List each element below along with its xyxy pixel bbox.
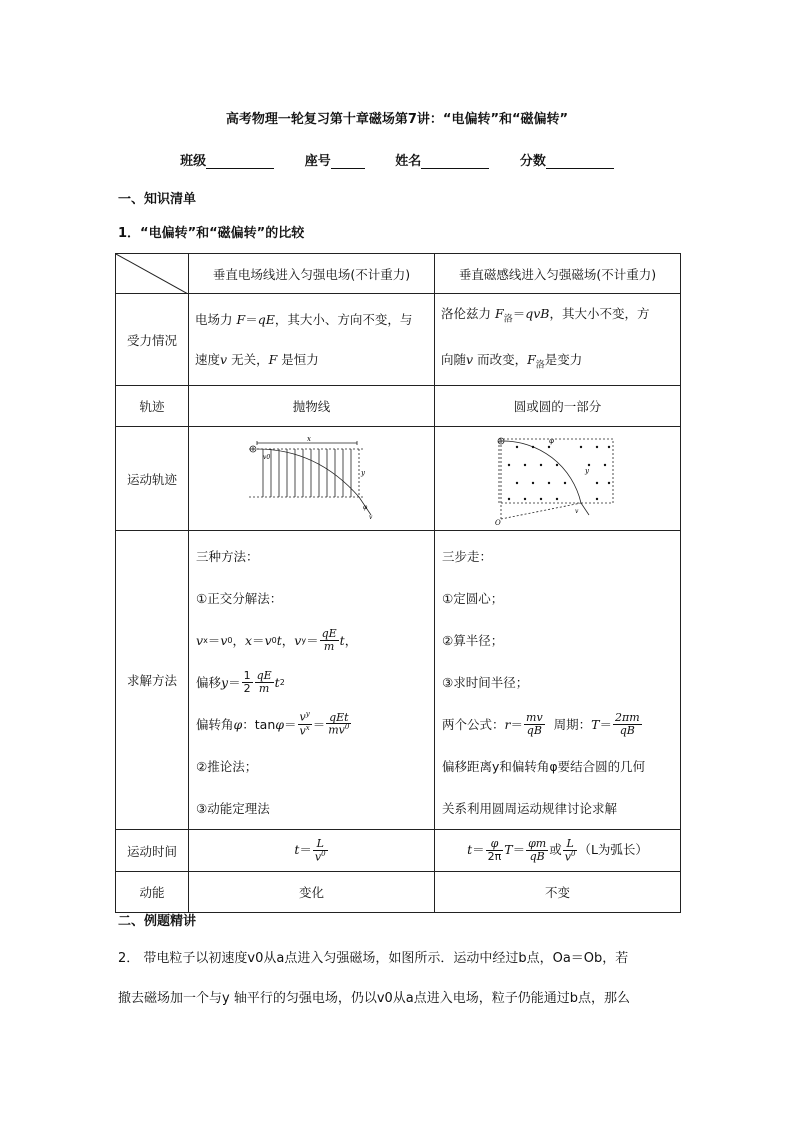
force-e-text-b: ，其大小、方向不变，与 — [274, 311, 413, 327]
comparison-table — [115, 253, 681, 913]
method-b-line-4: ③求时间半径； — [442, 675, 529, 690]
method-b-line-6: 偏移距离y和偏转角φ要结合圆的几何 — [442, 759, 646, 774]
force-b-text-c: 向随 — [441, 351, 467, 367]
row-label-kinetic: 动能 — [116, 872, 189, 913]
item-1-heading: 1．“电偏转”和“磁偏转”的比较 — [118, 226, 305, 241]
svg-text:v0: v0 — [262, 453, 270, 461]
diagonal-header-cell — [116, 254, 189, 294]
ke-electric-cell: 变化 — [189, 872, 435, 913]
name-label: 姓名 — [395, 154, 422, 169]
problem-2-line-2: 撤去磁场加一个与y 轴平行的匀强电场，仍以v0从a点进入电场，粒子仍能通过b点，那么 — [118, 991, 631, 1006]
force-b-text-e: 是变力 — [544, 351, 583, 367]
table-row-force — [116, 294, 681, 386]
method-e-line-6: ②推论法； — [196, 759, 258, 774]
method-magnetic-cell — [435, 531, 681, 830]
row-label-force: 受力情况 — [116, 294, 189, 386]
table-row-time — [116, 830, 681, 872]
page-title: 高考物理一轮复习第十章磁场第7讲：“电偏转”和“磁偏转” — [225, 112, 569, 127]
method-b-line-1: 三步走： — [442, 549, 493, 564]
svg-text:v: v — [574, 507, 578, 515]
time-magnetic-cell: t＝ $\frac{\varphi}{2\pi}$ T＝ $\frac{\varphi m}{qB}$ 或 $\frac{L}{v^0}$ （L为弧长） — [435, 830, 681, 872]
time-electric-cell: t＝ $\frac{L}{v^0}$ — [189, 830, 435, 872]
svg-text:φ: φ — [548, 436, 554, 445]
force-b-text-a: 洛伦兹力 — [441, 306, 492, 321]
magnetic-trajectory-cell — [435, 427, 681, 531]
force-e-text-d: 无关， — [231, 351, 269, 367]
force-electric-cell: 电场力 F＝qE，其大小、方向不变，与 速度v 无关，F 是恒力 — [189, 294, 435, 386]
svg-text:y: y — [584, 466, 589, 475]
method-e-line-3: v x ＝ v 0 ， x ＝ v 0 t ， v y ＝ $\frac{qE}{m}$ t ， — [196, 626, 358, 653]
table-row-path — [116, 386, 681, 427]
score-label: 分数 — [519, 154, 546, 169]
method-b-line-5: 两个公式： r ＝ $\frac{mv}{qB}$ 周期： T ＝ $\frac{2\pi m}{qB}$ — [442, 710, 640, 737]
table-row-motion — [116, 427, 681, 531]
method-e-line-2: ①正交分解法： — [196, 591, 283, 606]
force-b-text-b: ，其大小不变，方 — [549, 306, 650, 321]
section-heading-1: 一、知识清单 — [118, 192, 197, 207]
svg-text:y: y — [360, 468, 365, 477]
method-b-line-2: ①定圆心； — [442, 591, 504, 606]
class-label: 班级 — [180, 154, 207, 169]
name-blank[interactable] — [421, 156, 489, 169]
problem-2-line-1: 2． 带电粒子以初速度v0从a点进入匀强磁场，如图所示．运动中经过b点，Oa＝Ob，若 — [118, 951, 629, 966]
student-info-fields — [0, 150, 794, 169]
method-e-line-1: 三种方法： — [196, 549, 259, 564]
force-magnetic-cell: 洛伦兹力 $F_洛=qvB$，其大小不变，方 向随v 而改变，$F_洛$是变力 — [435, 294, 681, 386]
svg-text:v: v — [368, 513, 372, 521]
method-e-line-5: 偏转角 φ ：tan φ ＝ $\frac{v^y}{v^x}$ ＝ $\frac{\text{qEt}}{mv^0}$ — [196, 710, 350, 738]
table-row-method — [116, 531, 681, 830]
method-e-offset-label: 偏移 — [196, 675, 222, 690]
electric-deflection-diagram — [247, 437, 377, 521]
table-row-kinetic — [116, 872, 681, 913]
section-heading-2: 二、例题精讲 — [118, 914, 197, 929]
path-magnetic-cell: 圆或圆的一部分 — [435, 386, 681, 427]
method-e-angle-label: 偏转角 — [196, 717, 234, 732]
row-label-time: 运动时间 — [116, 830, 189, 872]
row-label-motion: 运动轨迹 — [116, 427, 189, 531]
table-header-row — [116, 254, 681, 294]
force-b-text-d: 而改变， — [477, 351, 528, 367]
time-or-text: 或 — [549, 842, 562, 857]
row-label-path: 轨迹 — [116, 386, 189, 427]
force-e-text-c: 速度 — [195, 351, 221, 367]
col-electric-header: 垂直电场线进入匀强电场(不计重力) — [189, 254, 435, 294]
path-electric-cell: 抛物线 — [189, 386, 435, 427]
method-b-period-label: 周期： — [553, 717, 592, 732]
method-electric-cell — [189, 531, 435, 830]
electric-trajectory-cell — [189, 427, 435, 531]
method-b-line-3: ②算半径； — [442, 633, 504, 648]
seat-label: 座号 — [304, 154, 331, 169]
method-b-line-7: 关系利用圆周运动规律讨论求解 — [442, 801, 618, 816]
svg-text:O: O — [494, 518, 501, 525]
svg-text:x: x — [306, 436, 311, 443]
force-e-text-a: 电场力 — [195, 311, 233, 327]
method-e-line-4: 偏移 y ＝ $\frac{1}{2}$ $\frac{qE}{m}$ t 2 — [196, 668, 285, 695]
ke-magnetic-cell: 不变 — [435, 872, 681, 913]
svg-text:φ: φ — [362, 503, 367, 511]
row-label-method: 求解方法 — [116, 531, 189, 830]
seat-blank[interactable] — [331, 156, 365, 169]
class-blank[interactable] — [206, 156, 274, 169]
time-note: （L为弧长） — [578, 842, 648, 857]
score-blank[interactable] — [546, 156, 614, 169]
force-e-text-e: 是恒力 — [281, 351, 319, 367]
diagonal-line — [116, 254, 188, 294]
method-b-formulas-label: 两个公式： — [442, 717, 505, 732]
method-e-line-7: ③动能定理法 — [196, 801, 270, 816]
col-magnetic-header: 垂直磁感线进入匀强磁场(不计重力) — [435, 254, 681, 294]
magnetic-deflection-diagram — [493, 433, 623, 525]
